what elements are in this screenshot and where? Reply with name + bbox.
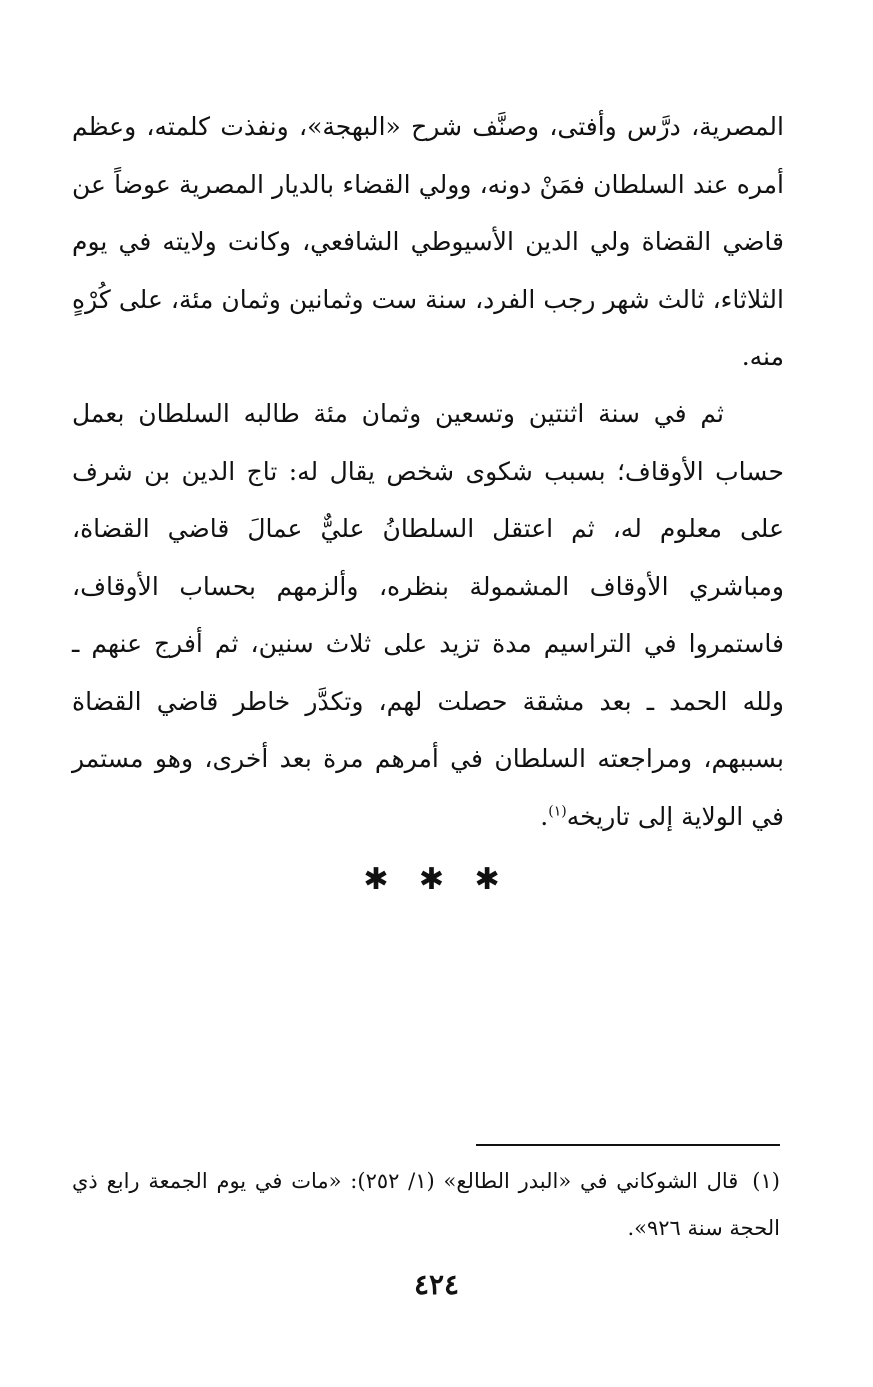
footnote-reference[interactable]: (١) [548,803,567,820]
paragraph-2 [72,385,784,845]
footnote-divider [476,1144,780,1146]
footnote-text: قال الشوكاني في «البدر الطالع» (١/ ٢٥٢): «مات في يوم الجمعة رابع ذي الحجة سنة ٩٢٦». [72,1169,780,1240]
footnote [72,1158,780,1252]
section-separator: ✱ ✱ ✱ [363,862,510,897]
paragraph-2-end: . [540,801,549,831]
footnote-number: (١) [752,1169,780,1193]
page-number: ٤٢٤ [413,1268,460,1301]
paragraph-1: المصرية، درَّس وأفتى، وصنَّف شرح «البهجة»، ونفذت كلمته، وعظم أمره عند السلطان فمَنْ دونه، وولي القضاء بالديار المصرية عوضاً عن قاضي القضاة ولي الدين الأسيوطي الشافعي، وكانت ولايته في يوم الثلاثاء، ثالث شهر رجب الفرد، سنة ست وثمانين وثمان مئة، على كُرْهٍ منه. [72,112,784,371]
paragraph-2-text: ثم في سنة اثنتين وتسعين وثمان مئة طالبه السلطان بعمل حساب الأوقاف؛ بسبب شكوى شخص يقال له: تاج الدين بن شرف على معلوم له، ثم اعتقل السلطانُ عليٌّ عمالَ قاضي القضاة، ومباشري الأوقاف المشمولة بنظره، وألزمهم بحساب الأوقاف، فاستمروا في التراسيم مدة تزيد على ثلاث سنين، ثم أفرج عنهم ـ ولله الحمد ـ بعد مشقة حصلت لهم، وتكدَّر خاطر قاضي القضاة بسببهم، ومراجعته السلطان في أمرهم مرة بعد أخرى، وهو مستمر في الولاية إلى تاريخه [72,399,784,831]
